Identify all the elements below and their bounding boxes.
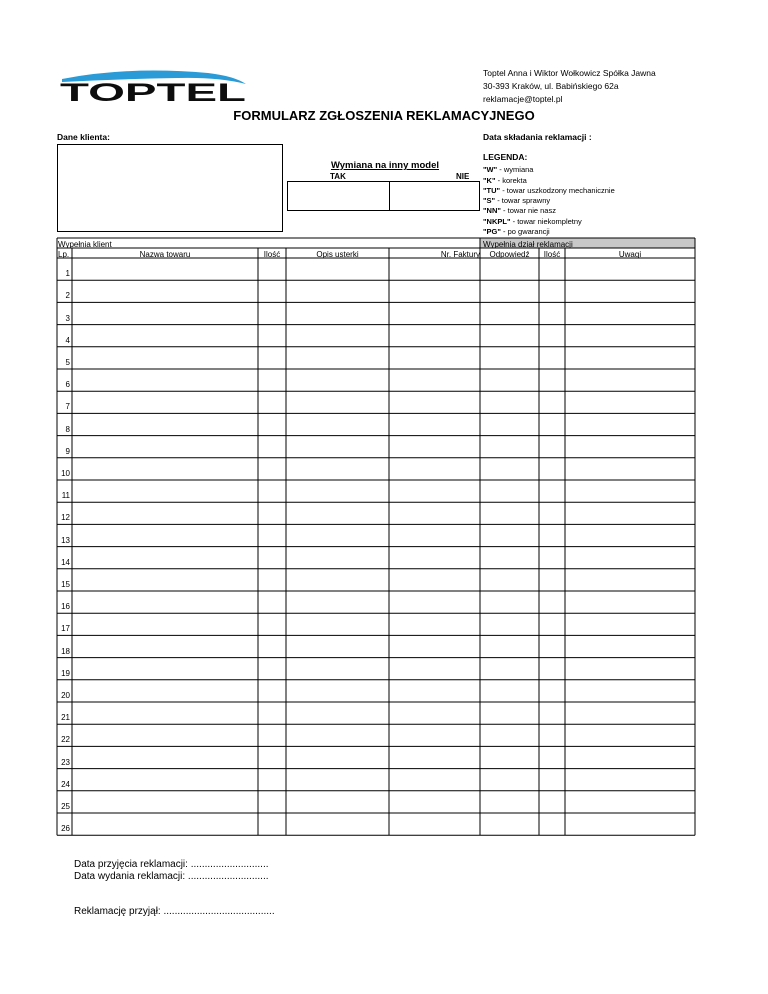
form-title: FORMULARZ ZGŁOSZENIA REKLAMACYJNEGO [233,108,535,123]
exchange-no-label: NIE [456,172,470,181]
legend-item: "S" - towar sprawny [483,196,551,206]
row-number: 25 [61,802,70,811]
row-number: 2 [65,291,70,301]
legend-item: "TU" - towar uszkodzony mechanicznie [483,185,615,195]
row-number: 8 [65,424,70,434]
row-number: 20 [61,691,70,700]
row-number: 6 [65,380,70,390]
legend-item: "K" - korekta [483,175,527,185]
logo-text: TOPTEL [60,79,246,104]
row-number: 7 [65,402,70,412]
row-number: 11 [61,491,70,501]
row-number: 15 [61,580,70,589]
group-client-label: Wypełnia klient [58,240,112,249]
group-dept-label: Wypełnia dział reklamacji [483,240,573,249]
row-number: 3 [65,313,70,323]
col-header-notes: Uwagi [618,250,642,259]
company-name: Toptel Anna i Wiktor Wołkowicz Spółka Jawna [483,68,656,78]
col-header-invoice: Nr. Faktury [440,250,480,259]
legend-item: "NN" - towar nie nasz [483,206,556,216]
row-number: 22 [61,735,70,745]
row-number: 13 [61,535,70,545]
issued-date: Data wydania reklamacji: ............................. [74,871,269,882]
received-date: Data przyjęcia reklamacji: ............................ [74,859,269,870]
row-number: 5 [65,358,70,367]
exchange-yes-label: TAK [330,172,346,181]
col-header-response: Odpowiedź [489,250,530,259]
row-number: 14 [61,557,70,567]
row-number: 18 [61,646,70,656]
col-header-qty2: Ilość [543,250,561,259]
legend-item: "NKPL" - towar niekompletny [483,216,582,226]
row-number: 21 [61,713,70,723]
exchange-title: Wymiana na inny model [330,160,440,171]
row-number: 17 [61,624,70,634]
row-number: 23 [61,757,70,767]
client-label: Dane klienta: [57,132,110,142]
legend-title: LEGENDA: [483,152,528,162]
col-header-defect: Opis usterki [316,250,359,259]
col-header-qty: Ilość [263,250,281,259]
date-label: Data składania reklamacji : [483,132,592,142]
company-address: 30-393 Kraków, ul. Babińskiego 62a [483,81,619,91]
row-number: 16 [61,602,70,612]
row-number: 10 [61,469,70,478]
row-number: 4 [65,335,70,345]
col-header-name: Nazwa towaru [139,250,191,259]
legend-item: "W" - wymiana [483,165,534,175]
row-number: 24 [61,779,70,789]
row-number: 12 [61,513,70,523]
row-number: 1 [65,269,70,279]
accepted-by: Reklamację przyjął: ........................................ [74,906,275,917]
row-number: 9 [65,446,70,456]
row-number: 19 [61,668,70,678]
row-number: 26 [61,824,70,834]
legend-item: "PG" - po gwarancji [483,227,550,237]
col-header-lp: Lp. [58,250,70,259]
company-email: reklamacje@toptel.pl [483,94,563,104]
